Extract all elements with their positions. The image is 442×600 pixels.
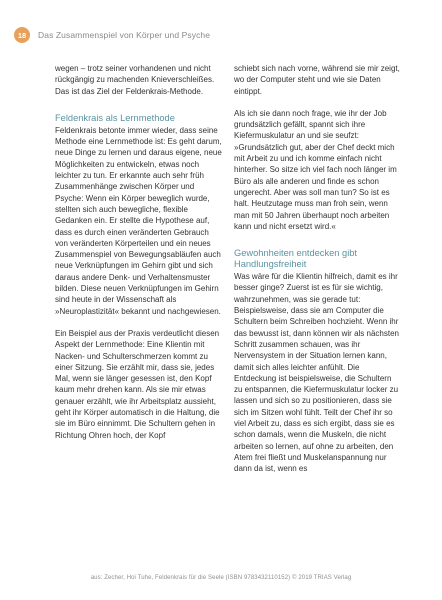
left-paragraph-2: Ein Beispiel aus der Praxis verdeutlicht diesen Aspekt der Lernmethode: Eine Klientin mit Nacken- und Schulterschmerzen kommt zu einer Sitzung. Sie erzählt mir, dass sie, jedes Mal, wenn sie länger gesessen ist, den Kopf kaum mehr drehen kann. Als sie mir etwas genauer erzählt, wie ihr Arbeitsplatz aussieht, geht ihr Körper automatisch in die Haltung, die sie im Büro einnimmt. Die Schultern gehen in Richtung Ohren hoch, der Kopf xyxy=(55,328,220,440)
right-column xyxy=(234,63,402,486)
section-heading-gewohnheiten: Gewohnheiten entdecken gibt Handlungsfreiheit xyxy=(234,248,358,270)
left-intro-paragraph: wegen – trotz seiner vorhandenen und nicht rückgängig zu machenden Knieverschleißes. Das ist das Ziel der Feldenkrais-Methode. xyxy=(55,64,215,96)
page-footer-credit: aus: Zecher, Hoi Tuhe, Feldenkrais für die Seele (ISBN 9783432110152) © 2019 TRIAS Verlag xyxy=(90,575,352,581)
section-heading-lernmethode: Feldenkrais als Lernmethode xyxy=(55,112,175,123)
running-title: Das Zusammenspiel von Körper und Psyche xyxy=(38,30,211,40)
left-paragraph-1: Feldenkrais betonte immer wieder, dass seine Methode eine Lernmethode ist: Es geht darum, neue Dinge zu lernen und daraus eigene, neue Möglichkeiten zu entwickeln, etwas noch leichter zu tun. Er erkannte auch sehr früh Zusammenhänge zwischen Körper und Psyche: Wenn ein Körper beweglich wurde, stellten sich auch bewegliche, flexible Gedanken ein. Er stellte die Hypothese auf, dass es durch einen veränderten Gebrauch von veränderten Körperteilen und ein neues Zusammenspiel von Bewegungsabläufen auch neue Verknüpfungen im Gehirn gibt und sich daraus andere Denk- und Verhaltensmuster bilden. Diese neuen Verknüpfungen im Gehirn sind heute in der Wissenschaft als »Neuroplastizität« bekannt und nachgewiesen. xyxy=(55,125,222,316)
page-number-badge: 18 xyxy=(14,27,30,43)
right-paragraph-1: Als ich sie dann noch frage, wie ihr der Job grundsätzlich gefällt, spannt sich ihre Kiefermuskulatur an und sie seufzt: »Grundsätzlich gut, aber der Chef deckt mich mit Arbeit zu und ich komme einfach nicht hinterher. So sitze ich viel fach noch länger im Büro als alle anderen und finde es schon ungerecht. Aber was soll man tun? So ist es halt. Heutzutage muss man froh sein, wenn man mit 50 Jahren überhaupt noch arbeiten kann und nicht ersetzt wird.« xyxy=(234,108,397,231)
right-paragraph-0: schiebt sich nach vorne, während sie mir zeigt, wo der Computer steht und wie sie Daten eintippt. xyxy=(234,64,400,96)
left-column xyxy=(55,63,223,452)
right-paragraph-2: Was wäre für die Klientin hilfreich, damit es ihr besser ginge? Zuerst ist es für sie wichtig, wahrzunehmen, was sie gerade tut: Beispielsweise, dass sie am Computer die Schultern beim Schreiben hochzieht. Wenn ihr das bewusst ist, dann können wir als nächsten Schritt zusammen schauen, was ihr Nervensystem in der Situation lernen kann, damit sich alles leichter anfühlt. Die Entdeckung ist beispielsweise, die Schultern zu entspannen, die Kiefermuskulatur locker zu lassen und sich so zu positionieren, dass sie sich im Sitzen wohl fühlt. Teilt der Chef ihr so viel Arbeit zu, dass es sich ergibt, dass sie es schon damals, wenn die Muskeln, die nicht arbeiten so lernen, auf ohne zu arbeiten, den Atem frei fließt und Muskelanspannung nur dann da ist, wenn es xyxy=(234,272,399,474)
